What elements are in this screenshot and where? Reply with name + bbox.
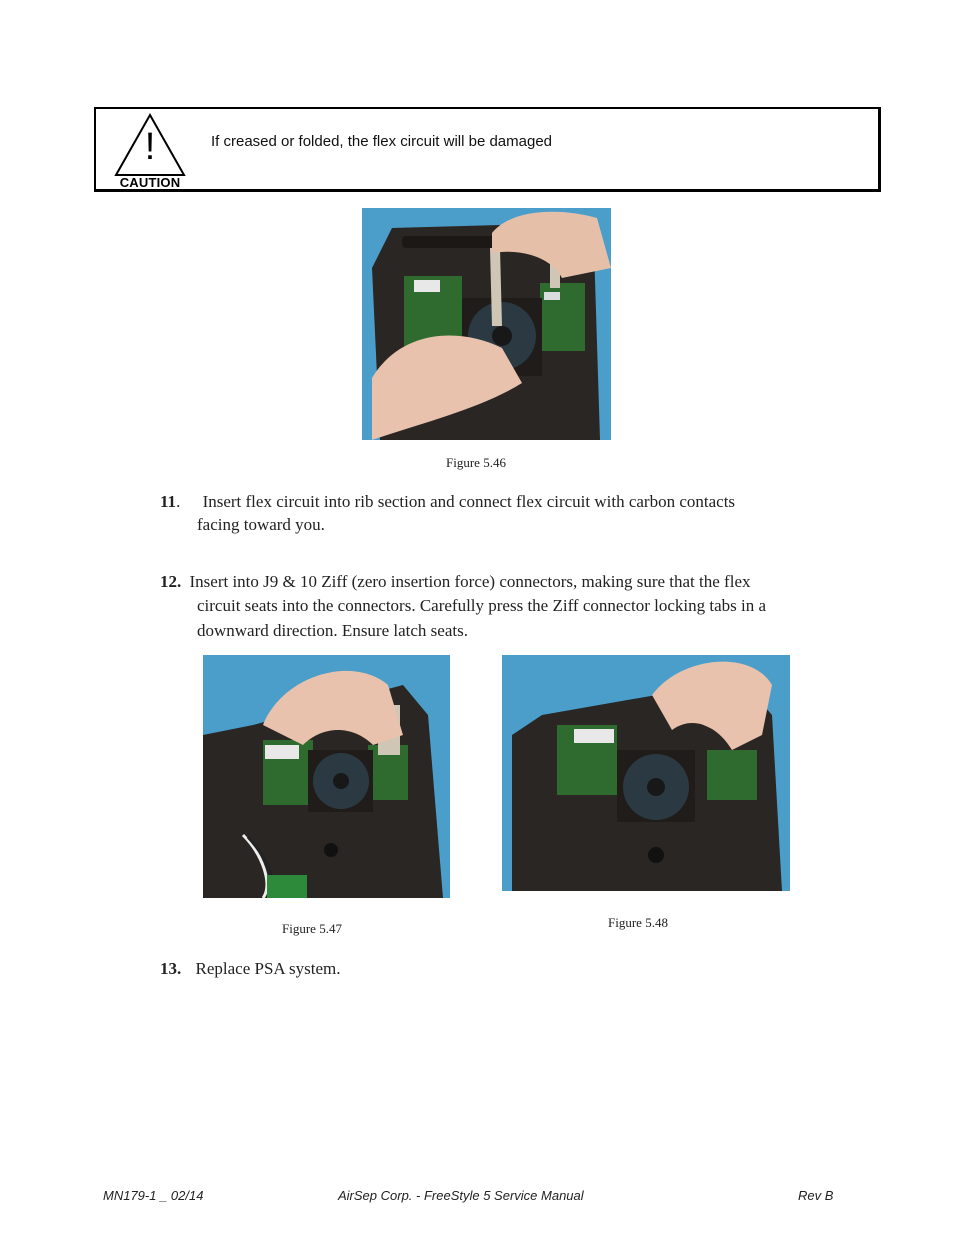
step-number-suffix: . <box>176 492 181 511</box>
figure-5-48-photo <box>502 655 790 891</box>
step-number: 13. <box>160 959 182 978</box>
step-13 <box>160 957 340 981</box>
figure-5-47-caption: Figure 5.47 <box>282 921 342 936</box>
step-12-line-2: circuit seats into the connectors. Carefully press the Ziff connector locking tabs in a <box>197 596 767 615</box>
step-12-line-3: downward direction. Ensure latch seats. <box>197 621 468 640</box>
exclamation-symbol: ! <box>144 126 156 168</box>
step-11-line-2: facing toward you. <box>197 515 325 534</box>
figure-5-47-photo <box>203 655 450 898</box>
step-number: 11 <box>160 492 177 511</box>
step-12 <box>160 570 750 594</box>
step-text-line: Insert flex circuit into rib section and connect flex circuit with carbon contacts <box>202 492 736 511</box>
step-11 <box>160 490 735 514</box>
footer-revision: Rev B <box>798 1188 834 1203</box>
step-number: 12. <box>160 572 182 591</box>
caution-message: If creased or folded, the flex circuit will be damaged <box>211 133 553 150</box>
caution-icon <box>114 113 186 191</box>
caution-label: CAUTION <box>119 175 181 190</box>
figure-5-48-caption: Figure 5.48 <box>608 915 668 930</box>
figure-5-46-caption: Figure 5.46 <box>446 455 506 470</box>
figure-5-46-photo <box>362 208 611 440</box>
step-text-line: Replace PSA system. <box>195 959 341 978</box>
footer-document-id: MN179-1 _ 02/14 <box>103 1188 204 1203</box>
caution-box <box>94 107 881 192</box>
step-text-line: Insert into J9 & 10 Ziff (zero insertion force) connectors, making sure that the flex <box>189 572 751 591</box>
footer-title: AirSep Corp. - FreeStyle 5 Service Manual <box>338 1188 584 1203</box>
